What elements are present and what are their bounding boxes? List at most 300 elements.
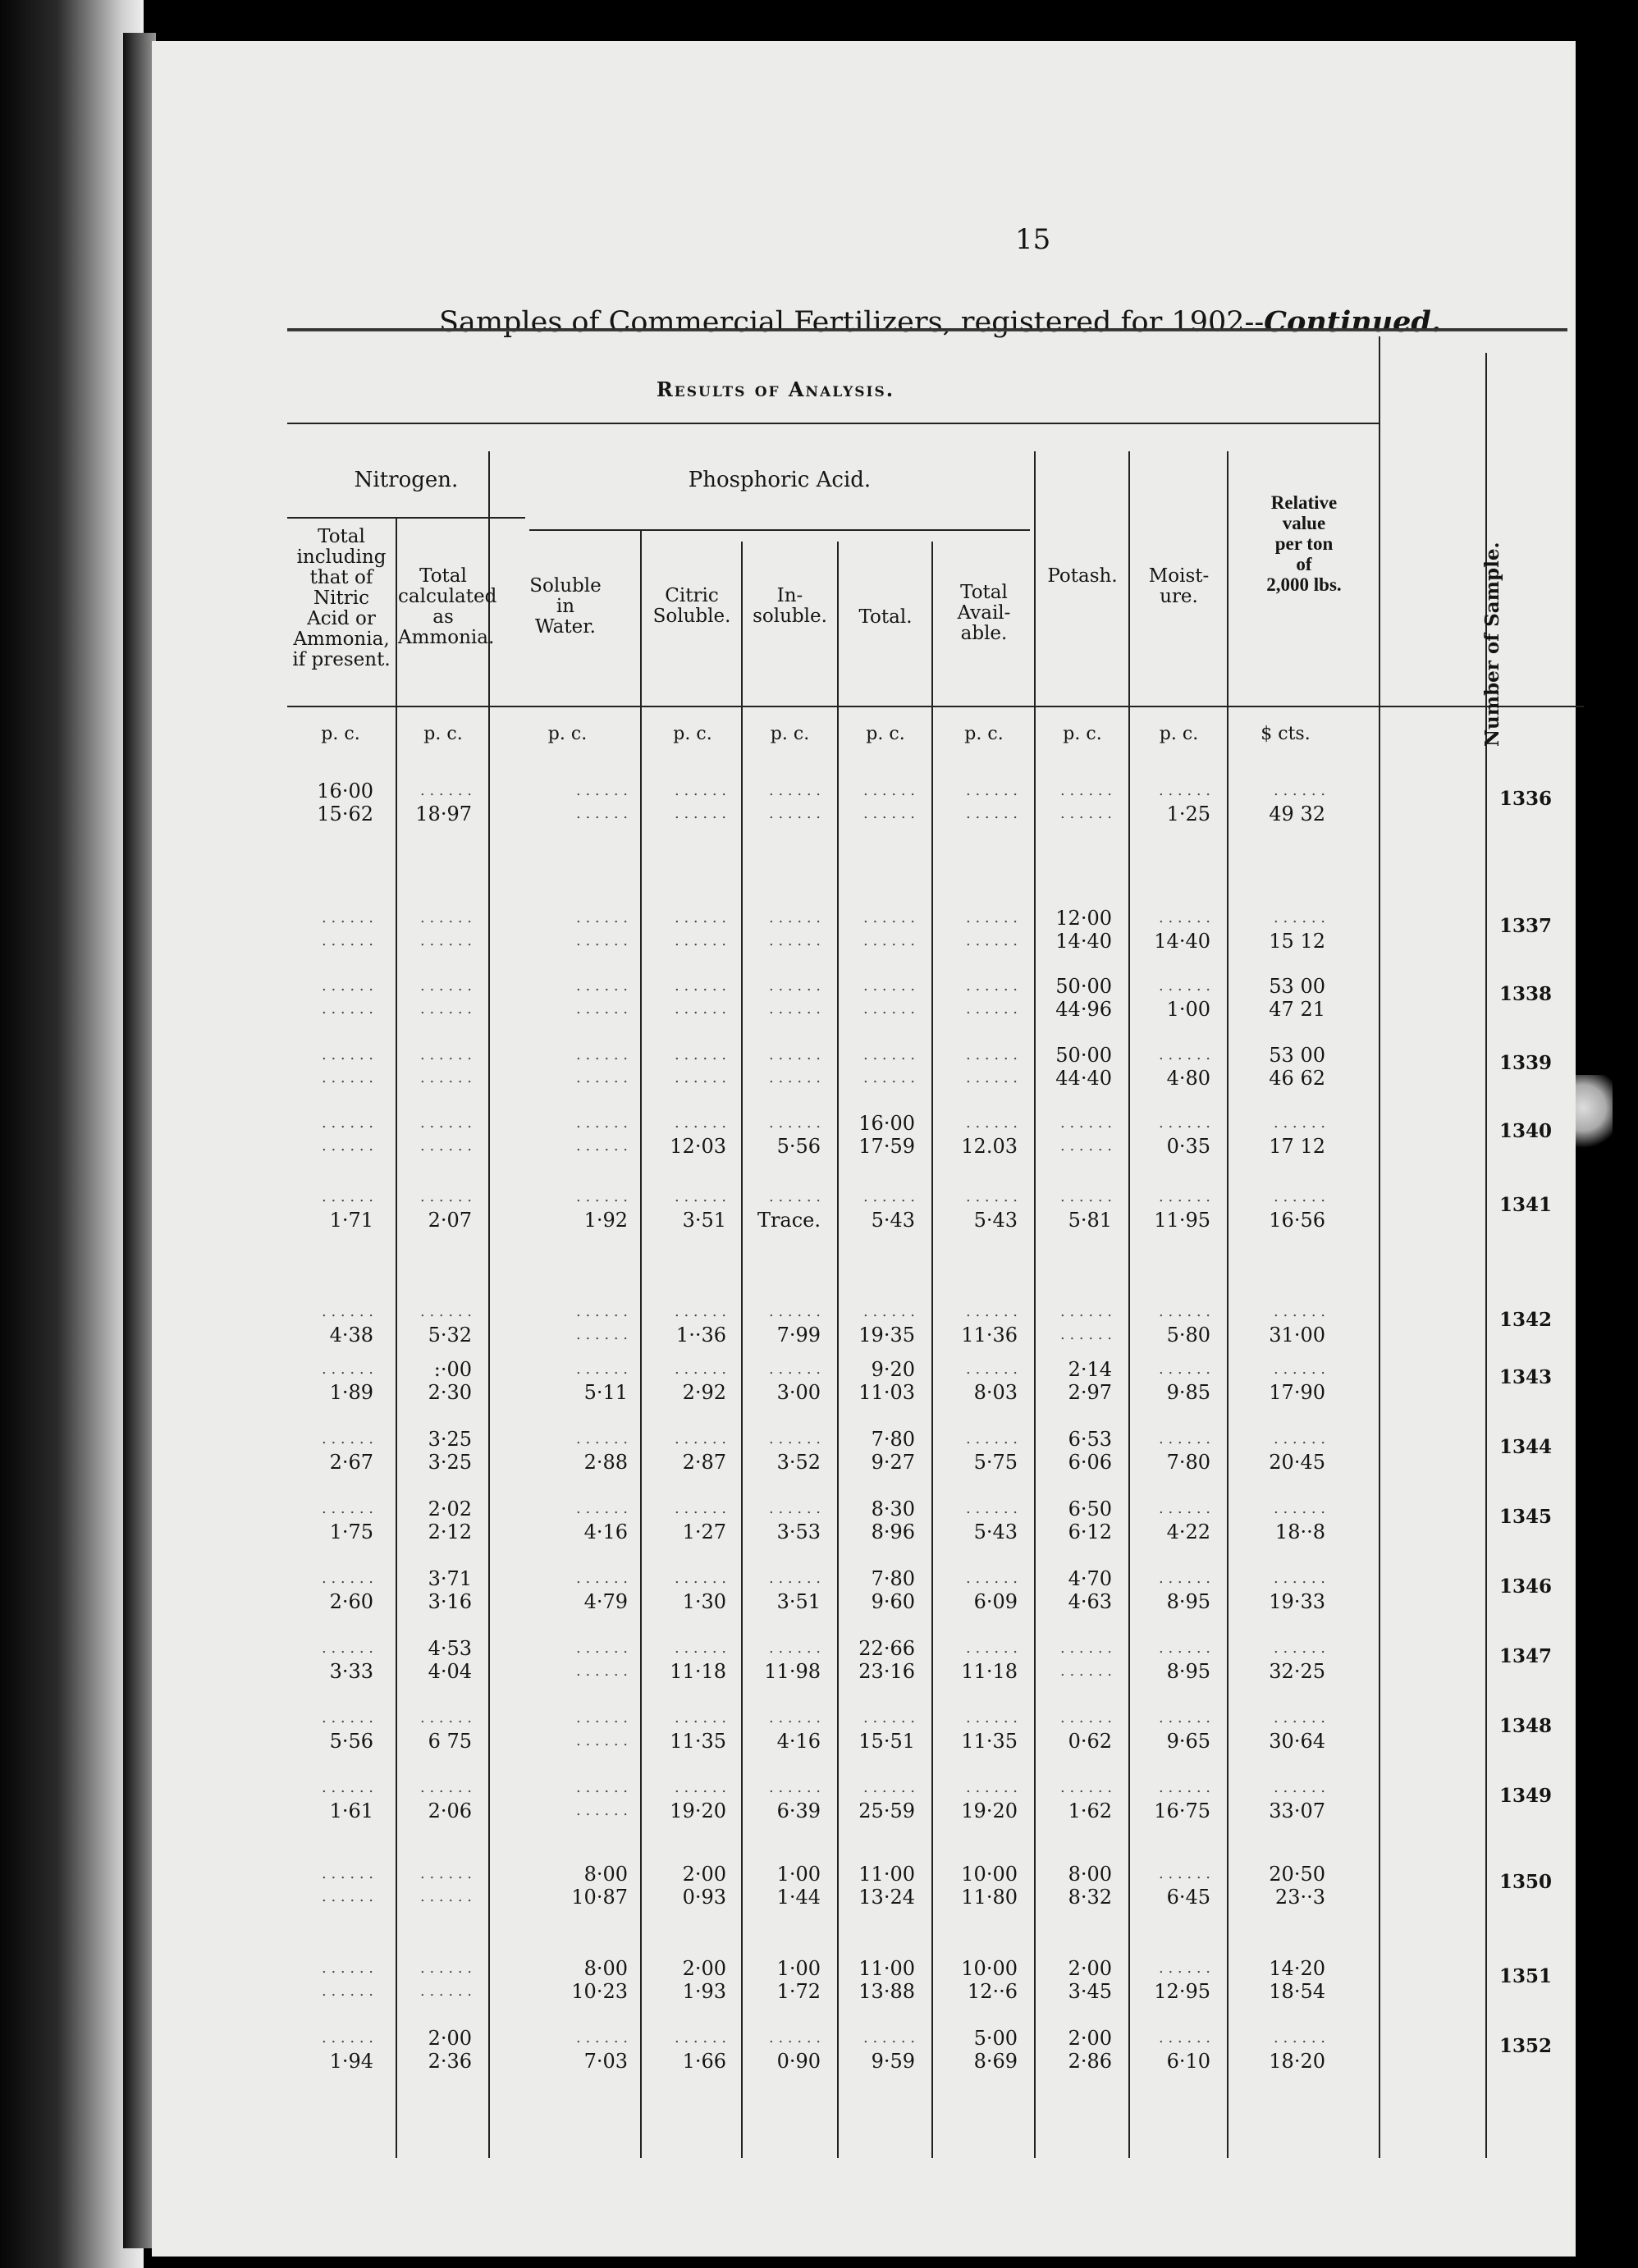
leader-dots: . . . . . .	[1060, 1639, 1112, 1657]
leader-dots: . . . . . .	[675, 805, 726, 822]
leader-dots: . . . . . .	[1060, 1709, 1112, 1726]
leader-dots: . . . . . .	[966, 782, 1018, 799]
leader-dots: . . . . . .	[769, 1779, 821, 1796]
total-avail-line: able.	[960, 623, 1008, 644]
leader-dots: . . . . . .	[863, 1069, 915, 1086]
leader-dots: . . . . . .	[966, 1303, 1018, 1320]
table-cell: 3·25	[428, 1428, 472, 1451]
leader-dots: . . . . . .	[420, 1046, 472, 1063]
leader-dots: . . . . . .	[1060, 1779, 1112, 1796]
leader-dots: . . . . . .	[1274, 1779, 1325, 1796]
leader-dots: . . . . . .	[863, 977, 915, 995]
relative-line: Relative	[1270, 492, 1338, 513]
leader-dots: . . . . . .	[576, 1069, 628, 1086]
table-cell: :·00	[433, 1358, 472, 1381]
leader-dots: . . . . . .	[576, 1000, 628, 1017]
table-cell: 2·60	[329, 1590, 373, 1613]
leader-dots: . . . . . .	[420, 1982, 472, 2000]
table-cell: 6·12	[1068, 1520, 1112, 1543]
leader-dots: . . . . . .	[576, 909, 628, 926]
leader-dots: . . . . . .	[576, 1779, 628, 1796]
table-cell: 49 32	[1269, 802, 1325, 825]
table-cell: 6·10	[1166, 2050, 1210, 2073]
table-cell: 14·40	[1055, 930, 1112, 953]
table-cell: 6·45	[1166, 1886, 1210, 1909]
table-cell: 12.03	[961, 1135, 1018, 1158]
table-cell: 4·79	[583, 1590, 628, 1613]
soluble-line: in	[556, 596, 575, 617]
leader-dots: . . . . . .	[1159, 1709, 1210, 1726]
soluble-in-water-header	[491, 576, 640, 638]
leader-dots: . . . . . .	[1274, 1360, 1325, 1378]
insoluble-line: soluble.	[753, 606, 827, 627]
table-cell: 1·61	[329, 1799, 373, 1822]
table-cell: 0·93	[682, 1886, 726, 1909]
leader-dots: . . . . . .	[420, 1709, 472, 1726]
table-cell: 4·63	[1068, 1590, 1112, 1613]
table-cell: 33·07	[1269, 1799, 1325, 1822]
sample-number: 1342	[1498, 1309, 1552, 1331]
leader-dots: . . . . . .	[322, 1137, 373, 1155]
soluble-line: Soluble	[529, 575, 602, 597]
leader-dots: . . . . . .	[1159, 909, 1210, 926]
relative-line: 2,000 lbs.	[1266, 574, 1342, 595]
table-cell: 3·00	[776, 1381, 821, 1404]
table-cell: 3·71	[428, 1567, 472, 1590]
sample-number: 1349	[1498, 1785, 1552, 1807]
table-cell: 2·36	[428, 2050, 472, 2073]
leader-dots: . . . . . .	[576, 1326, 628, 1343]
leader-dots: . . . . . .	[1159, 1430, 1210, 1447]
table-cell: 53 00	[1269, 1044, 1325, 1067]
unit-label: p. c.	[673, 724, 712, 744]
table-cell: 1·71	[329, 1209, 373, 1232]
table-cell: 19·33	[1269, 1590, 1325, 1613]
table-cell: 6·50	[1068, 1498, 1112, 1520]
unit-label: p. c.	[547, 724, 588, 744]
leader-dots: . . . . . .	[966, 1069, 1018, 1086]
header-bottom-rule	[287, 706, 1584, 707]
table-cell: 8·96	[871, 1520, 915, 1543]
table-cell: 16·00	[317, 780, 373, 802]
table-cell: 2·30	[428, 1381, 472, 1404]
leader-dots: . . . . . .	[322, 1430, 373, 1447]
table-cell: 5·56	[329, 1730, 373, 1753]
table-cell: 8·95	[1166, 1590, 1210, 1613]
unit-label: p. c.	[964, 724, 1004, 744]
table-cell: 9·60	[871, 1590, 915, 1613]
total-avail-line: Total	[960, 582, 1008, 603]
leader-dots: . . . . . .	[322, 977, 373, 995]
table-cell: 2·00	[1068, 2027, 1112, 2050]
leader-dots: . . . . . .	[1060, 1662, 1112, 1680]
potash-line: Potash.	[1047, 565, 1118, 587]
table-cell: 1·89	[329, 1381, 373, 1404]
table-cell: 13·88	[858, 1980, 915, 2003]
leader-dots: . . . . . .	[576, 1500, 628, 1517]
total-incl-line: Total	[318, 526, 365, 547]
leader-dots: . . . . . .	[863, 932, 915, 949]
leader-dots: . . . . . .	[322, 1865, 373, 1882]
leader-dots: . . . . . .	[420, 1303, 472, 1320]
table-cell: 5·56	[776, 1135, 821, 1158]
book-gutter	[123, 33, 156, 2248]
leader-dots: . . . . . .	[863, 1779, 915, 1796]
table-cell: 1·62	[1068, 1799, 1112, 1822]
table-cell: 23·16	[858, 1660, 915, 1683]
leader-dots: . . . . . .	[420, 1137, 472, 1155]
leader-dots: . . . . . .	[576, 1570, 628, 1587]
leader-dots: . . . . . .	[675, 2029, 726, 2046]
table-cell: 1·27	[682, 1520, 726, 1543]
leader-dots: . . . . . .	[863, 1303, 915, 1320]
leader-dots: . . . . . .	[420, 909, 472, 926]
leader-dots: . . . . . .	[1274, 1303, 1325, 1320]
leader-dots: . . . . . .	[322, 2029, 373, 2046]
leader-dots: . . . . . .	[1159, 1360, 1210, 1378]
leader-dots: . . . . . .	[1159, 1188, 1210, 1205]
sample-number: 1344	[1498, 1436, 1552, 1458]
leader-dots: . . . . . .	[1274, 1639, 1325, 1657]
table-cell: 12·03	[670, 1135, 726, 1158]
table-cell: 18·97	[415, 802, 472, 825]
leader-dots: . . . . . .	[966, 1709, 1018, 1726]
table-cell: 9·20	[871, 1358, 915, 1381]
table-cell: 8·03	[973, 1381, 1018, 1404]
leader-dots: . . . . . .	[576, 1114, 628, 1132]
table-cell: 0·62	[1068, 1730, 1112, 1753]
top-double-rule	[287, 328, 1567, 332]
leader-dots: . . . . . .	[322, 1570, 373, 1587]
leader-dots: . . . . . .	[420, 1069, 472, 1086]
leader-dots: . . . . . .	[1274, 1114, 1325, 1132]
table-cell: 8·30	[871, 1498, 915, 1520]
table-cell: 31·00	[1269, 1324, 1325, 1347]
table-cell: 12·95	[1154, 1980, 1210, 2003]
leader-dots: . . . . . .	[769, 1430, 821, 1447]
leader-dots: . . . . . .	[1060, 1326, 1112, 1343]
table-cell: 2·00	[682, 1957, 726, 1980]
leader-dots: . . . . . .	[675, 782, 726, 799]
table-cell: 2·00	[682, 1863, 726, 1886]
table-cell: 1·92	[583, 1209, 628, 1232]
leader-dots: . . . . . .	[675, 1570, 726, 1587]
leader-dots: . . . . . .	[966, 1779, 1018, 1796]
table-cell: 1·00	[776, 1863, 821, 1886]
leader-dots: . . . . . .	[675, 1500, 726, 1517]
leader-dots: . . . . . .	[863, 805, 915, 822]
table-cell: 18··8	[1274, 1520, 1325, 1543]
leader-dots: . . . . . .	[576, 1360, 628, 1378]
table-cell: 11·98	[764, 1660, 821, 1683]
leader-dots: . . . . . .	[576, 977, 628, 995]
leader-dots: . . . . . .	[576, 1137, 628, 1155]
table-cell: 1··36	[675, 1324, 726, 1347]
table-cell: 22·66	[858, 1637, 915, 1660]
total-incl-line: including	[296, 546, 387, 568]
leader-dots: . . . . . .	[322, 909, 373, 926]
sample-number: 1339	[1498, 1052, 1552, 1074]
leader-dots: . . . . . .	[322, 1069, 373, 1086]
citric-line: Citric	[665, 585, 719, 606]
total-calc-line: Ammonia.	[398, 627, 495, 648]
table-cell: 17·59	[858, 1135, 915, 1158]
table-cell: 8·69	[973, 2050, 1018, 2073]
table-cell: 0·90	[776, 2050, 821, 2073]
table-cell: 18·20	[1269, 2050, 1325, 2073]
relative-line: value	[1282, 513, 1326, 533]
leader-dots: . . . . . .	[863, 909, 915, 926]
leader-dots: . . . . . .	[420, 1114, 472, 1132]
number-of-sample-header: Number of Sample.	[1481, 542, 1503, 747]
leader-dots: . . . . . .	[863, 1046, 915, 1063]
table-cell: 5·11	[583, 1381, 628, 1404]
nitrogen-header: Nitrogen.	[354, 468, 459, 492]
leader-dots: . . . . . .	[675, 1779, 726, 1796]
table-cell: 3·45	[1068, 1980, 1112, 2003]
caption-main: Samples of Commercial Fertilizers, registered for 1902--	[439, 306, 1265, 339]
page-number: 15	[1015, 223, 1051, 256]
leader-dots: . . . . . .	[675, 1303, 726, 1320]
table-cell: 18·54	[1269, 1980, 1325, 2003]
table-cell: 6·09	[973, 1590, 1018, 1613]
leader-dots: . . . . . .	[576, 782, 628, 799]
table-cell: 2·07	[428, 1209, 472, 1232]
total-incl-line: Ammonia,	[293, 629, 390, 650]
table-cell: 5·43	[973, 1520, 1018, 1543]
table-cell: 4·16	[583, 1520, 628, 1543]
table-caption	[439, 305, 1441, 339]
table-cell: 4·04	[428, 1660, 472, 1683]
table-cell: 19·20	[670, 1799, 726, 1822]
table-cell: 12··6	[967, 1980, 1018, 2003]
leader-dots: . . . . . .	[322, 1188, 373, 1205]
sample-number: 1341	[1498, 1194, 1552, 1216]
unit-label: p. c.	[1159, 724, 1199, 744]
sample-number: 1351	[1498, 1965, 1552, 1987]
table-cell: 5·32	[428, 1324, 472, 1347]
table-cell: 9·27	[871, 1451, 915, 1474]
table-cell: 11·35	[961, 1730, 1018, 1753]
table-cell: 3·51	[682, 1209, 726, 1232]
leader-dots: . . . . . .	[769, 1188, 821, 1205]
table-cell: 10·00	[961, 1957, 1018, 1980]
insoluble-header	[743, 586, 837, 627]
leader-dots: . . . . . .	[769, 1069, 821, 1086]
leader-dots: . . . . . .	[675, 1188, 726, 1205]
leader-dots: . . . . . .	[322, 1000, 373, 1017]
total-calculated-header	[398, 565, 497, 648]
leader-dots: . . . . . .	[420, 1000, 472, 1017]
leader-dots: . . . . . .	[863, 1709, 915, 1726]
leader-dots: . . . . . .	[322, 1982, 373, 2000]
leader-dots: . . . . . .	[769, 909, 821, 926]
table-cell: 2·97	[1068, 1381, 1112, 1404]
leader-dots: . . . . . .	[769, 1639, 821, 1657]
leader-dots: . . . . . .	[420, 1888, 472, 1905]
table-cell: 1·30	[682, 1590, 726, 1613]
leader-dots: . . . . . .	[675, 1639, 726, 1657]
results-rule	[287, 423, 1379, 424]
leader-dots: . . . . . .	[769, 1114, 821, 1132]
table-cell: 46 62	[1269, 1067, 1325, 1090]
relative-line: of	[1296, 554, 1312, 574]
leader-dots: . . . . . .	[420, 932, 472, 949]
table-cell: 8·00	[583, 1957, 628, 1980]
leader-dots: . . . . . .	[863, 1188, 915, 1205]
phosphoric-header: Phosphoric Acid.	[688, 468, 872, 492]
table-cell: 7·80	[1166, 1451, 1210, 1474]
table-cell: 2·06	[428, 1799, 472, 1822]
leader-dots: . . . . . .	[420, 1959, 472, 1977]
table-cell: 50·00	[1055, 975, 1112, 998]
moisture-header	[1131, 566, 1227, 607]
table-cell: 11·35	[670, 1730, 726, 1753]
moisture-line: Moist-	[1148, 565, 1210, 587]
unit-label: $ cts.	[1261, 724, 1311, 744]
table-cell: 11·03	[858, 1381, 915, 1404]
table-cell: 1·94	[329, 2050, 373, 2073]
sample-number: 1343	[1498, 1366, 1552, 1388]
table-cell: 19·35	[858, 1324, 915, 1347]
table-cell: 5·43	[871, 1209, 915, 1232]
citric-soluble-header	[643, 586, 741, 627]
table-cell: 32·25	[1269, 1660, 1325, 1683]
leader-dots: . . . . . .	[1159, 2029, 1210, 2046]
table-cell: 2·86	[1068, 2050, 1112, 2073]
total-calc-line: Total	[419, 565, 467, 587]
leader-dots: . . . . . .	[1159, 1639, 1210, 1657]
leader-dots: . . . . . .	[769, 1000, 821, 1017]
total-line: Total.	[858, 606, 913, 628]
table-cell: 6 75	[428, 1730, 472, 1753]
table-cell: 3·51	[776, 1590, 821, 1613]
table-cell: 2·67	[329, 1451, 373, 1474]
sample-number: 1338	[1498, 983, 1552, 1005]
table-cell: 3·33	[329, 1660, 373, 1683]
table-cell: 3·25	[428, 1451, 472, 1474]
table-cell: 17·90	[1269, 1381, 1325, 1404]
leader-dots: . . . . . .	[576, 805, 628, 822]
leader-dots: . . . . . .	[1159, 1959, 1210, 1977]
table-cell: 6·53	[1068, 1428, 1112, 1451]
leader-dots: . . . . . .	[769, 1046, 821, 1063]
table-cell: 2·00	[1068, 1957, 1112, 1980]
total-incl-line: Nitric	[313, 588, 369, 609]
leader-dots: . . . . . .	[1159, 1114, 1210, 1132]
table-cell: 14·40	[1154, 930, 1210, 953]
leader-dots: . . . . . .	[675, 1000, 726, 1017]
table-cell: 11·00	[858, 1863, 915, 1886]
leader-dots: . . . . . .	[769, 782, 821, 799]
leader-dots: . . . . . .	[322, 1500, 373, 1517]
table-cell: 20·45	[1269, 1451, 1325, 1474]
table-cell: 7·03	[583, 2050, 628, 2073]
leader-dots: . . . . . .	[576, 1303, 628, 1320]
sample-number: 1347	[1498, 1645, 1552, 1667]
leader-dots: . . . . . .	[1274, 1709, 1325, 1726]
leader-dots: . . . . . .	[420, 1188, 472, 1205]
potash-header	[1036, 566, 1128, 587]
leader-dots: . . . . . .	[966, 805, 1018, 822]
leader-dots: . . . . . .	[1159, 1500, 1210, 1517]
table-cell: 8·00	[583, 1863, 628, 1886]
leader-dots: . . . . . .	[1159, 1570, 1210, 1587]
total-available-header	[934, 583, 1034, 644]
leader-dots: . . . . . .	[576, 932, 628, 949]
table-cell: 11·00	[858, 1957, 915, 1980]
table-cell: 7·80	[871, 1567, 915, 1590]
table-cell: 10·87	[571, 1886, 628, 1909]
leader-dots: . . . . . .	[675, 932, 726, 949]
col-rule-10	[1379, 336, 1380, 2158]
table-cell: 14·20	[1269, 1957, 1325, 1980]
table-cell: 1·93	[682, 1980, 726, 2003]
leader-dots: . . . . . .	[966, 909, 1018, 926]
table-cell: 1·66	[682, 2050, 726, 2073]
leader-dots: . . . . . .	[675, 1430, 726, 1447]
leader-dots: . . . . . .	[769, 2029, 821, 2046]
table-cell: 1·44	[776, 1886, 821, 1909]
phosphoric-rule	[529, 529, 1030, 531]
leader-dots: . . . . . .	[1060, 1188, 1112, 1205]
table-cell: 7·80	[871, 1428, 915, 1451]
leader-dots: . . . . . .	[576, 1188, 628, 1205]
leader-dots: . . . . . .	[322, 1114, 373, 1132]
leader-dots: . . . . . .	[769, 977, 821, 995]
relative-value-header	[1229, 492, 1379, 595]
table-cell: 5·00	[973, 2027, 1018, 2050]
table-cell: 19·20	[961, 1799, 1018, 1822]
leader-dots: . . . . . .	[322, 1360, 373, 1378]
table-cell: 15·62	[317, 802, 373, 825]
moisture-line: ure.	[1160, 586, 1198, 607]
total-avail-line: Avail-	[957, 602, 1011, 624]
leader-dots: . . . . . .	[1159, 1779, 1210, 1796]
leader-dots: . . . . . .	[1274, 1500, 1325, 1517]
left-page-edge	[0, 0, 144, 2268]
leader-dots: . . . . . .	[966, 1430, 1018, 1447]
leader-dots: . . . . . .	[420, 977, 472, 995]
leader-dots: . . . . . .	[966, 1570, 1018, 1587]
sample-number: 1337	[1498, 915, 1552, 937]
table-cell: 10·00	[961, 1863, 1018, 1886]
unit-label: p. c.	[770, 724, 810, 744]
leader-dots: . . . . . .	[769, 1500, 821, 1517]
leader-dots: . . . . . .	[576, 1732, 628, 1749]
table-cell: Trace.	[757, 1209, 821, 1232]
leader-dots: . . . . . .	[675, 909, 726, 926]
unit-label: p. c.	[423, 724, 463, 744]
table-cell: 16·75	[1154, 1799, 1210, 1822]
leader-dots: . . . . . .	[675, 1114, 726, 1132]
leader-dots: . . . . . .	[1060, 805, 1112, 822]
table-cell: 3·53	[776, 1520, 821, 1543]
leader-dots: . . . . . .	[322, 1779, 373, 1796]
table-cell: 0·35	[1166, 1135, 1210, 1158]
table-cell: 5·81	[1068, 1209, 1112, 1232]
leader-dots: . . . . . .	[966, 932, 1018, 949]
leader-dots: . . . . . .	[769, 932, 821, 949]
table-cell: 11·18	[961, 1660, 1018, 1683]
leader-dots: . . . . . .	[863, 2029, 915, 2046]
leader-dots: . . . . . .	[1159, 1865, 1210, 1882]
table-cell: 20·50	[1269, 1863, 1325, 1886]
leader-dots: . . . . . .	[576, 1639, 628, 1657]
table-cell: 2·00	[428, 2027, 472, 2050]
table-cell: 5·43	[973, 1209, 1018, 1232]
leader-dots: . . . . . .	[1274, 909, 1325, 926]
